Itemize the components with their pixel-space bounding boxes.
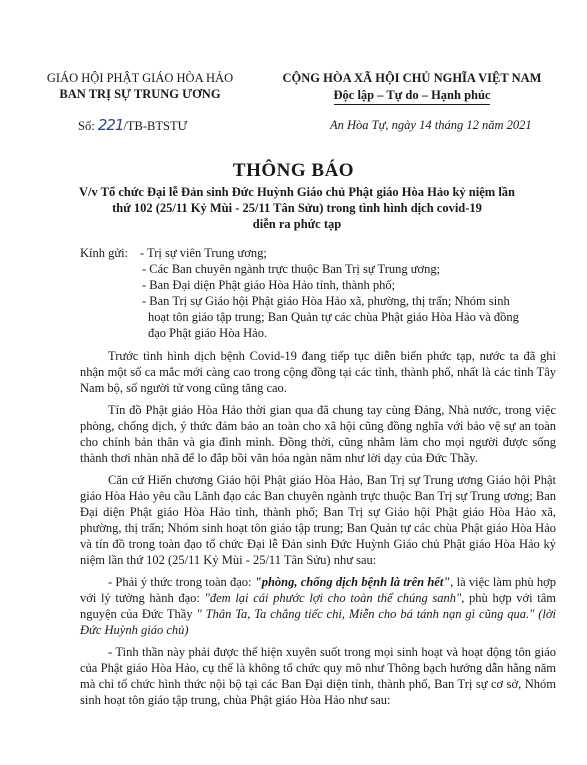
recipient-item: - Ban Trị sự Giáo hội Phật giáo Hòa Hảo xã, phường, thị trấn; Nhóm sinh (142, 294, 510, 308)
doc-number-suffix: /TB-BTSTƯ (123, 119, 188, 133)
subject-line: diễn ra phức tạp (252, 217, 342, 231)
place-and-date: An Hòa Tự, ngày 14 tháng 12 năm 2021 (330, 118, 532, 132)
national-heading (262, 70, 562, 105)
org-line-1: GIÁO HỘI PHẬT GIÁO HÒA HẢO (46, 71, 234, 85)
document-title: THÔNG BÁO (232, 160, 355, 181)
text-run: , phù hợp với tâm nguyện của Đức Thầy (80, 591, 557, 621)
text-run: - Phải ý thức trong toàn đạo: (108, 575, 255, 589)
recipient-item: - Ban Đại diện Phật giáo Hòa Hảo tỉnh, thành phố; (142, 278, 396, 292)
subject-line: thứ 102 (25/11 Kỷ Mùi - 25/11 Tân Sửu) trong tình hình dịch covid-19 (112, 201, 482, 215)
quote-bold: "phòng, chống dịch bệnh là trên hết" (254, 575, 451, 589)
recipients-block (80, 245, 540, 341)
recipients-label: Kính gửi: (80, 246, 129, 260)
document-body (80, 348, 556, 714)
recipient-item: - Trị sự viên Trung ương; (140, 246, 267, 260)
body-paragraph: Căn cứ Hiến chương Giáo hội Phật giáo Hòa Hảo, Ban Trị sự Trung ương Giáo hội Phật giáo Hòa Hảo yêu cầu Lãnh đạo các Ban chuyên ngành trực thuộc Ban Trị sự Trung ương; Ban Đại diện Phật giáo Hòa Hảo tỉnh, thành phố; Ban Trị sự Giáo hội Phật giáo Hòa Hảo xã, phường, thị trấn; Nhóm sinh hoạt tôn giáo tập trung; Ban Quản tự các chùa Phật giáo Hòa Hảo và tín đồ trong toàn đạo tổ chức Đại lễ Đản sinh Đức Huỳnh Giáo chủ Phật giáo Hòa Hảo kỷ niệm lần thứ 102 (25/11 Kỷ Mùi - 25/11 Tân Sửu) như sau: (80, 473, 556, 567)
doc-number-prefix: Số: (78, 119, 98, 133)
doc-number-handwritten: 221 (97, 116, 124, 134)
body-paragraph: Tín đồ Phật giáo Hòa Hảo thời gian qua đã chung tay cùng Đảng, Nhà nước, trong việc phòng, chống dịch, ý thức đảm bảo an toàn cho xã hội cũng đồng nghĩa với bảo vệ sự an toàn cho chính bản thân và gia đình mình. Đồng thời, cũng nhằm làm cho mọi người được sống thành thơi nhàn nhã để lo đắp bồi văn hóa ngàn năm như lời dạy của Đức Thầy. (80, 403, 556, 465)
recipient-item: - Các Ban chuyên ngành trực thuộc Ban Trị sự Trung ương; (142, 262, 441, 276)
quote-italic: " Thân Ta, Ta chẳng tiếc chi, Miễn cho bá tánh nạn gì cũng qua." (lời Đức Huỳnh giáo chủ) (80, 607, 556, 637)
body-paragraph: - Tinh thần này phải được thể hiện xuyên suốt trong mọi sinh hoạt và hoạt động tôn giáo của Phật giáo Hòa Hảo, cụ thể là không tổ chức quy mô như Thông bạch hướng dẫn hằng năm mà chỉ tổ chức hình thức nội bộ tại các Ban Đại diện tỉnh, thành phố, Ban Trị sự cơ sở, Nhóm sinh hoạt tôn giáo tập trung, chùa Phật giáo Hòa Hảo như sau: (80, 645, 556, 707)
national-title: CỘNG HÒA XÃ HỘI CHỦ NGHĨA VIỆT NAM (282, 71, 542, 85)
body-paragraph: Trước tình hình dịch bệnh Covid-19 đang tiếp tục diễn biến phức tạp, nước ta đã ghi nhận một số ca mắc mới càng cao trong cộng đồng tại các tỉnh, thành phố, nhất là các tỉnh Tây Nam bộ, số người tử vong cũng tăng cao. (80, 349, 556, 395)
org-line-2: BAN TRỊ SỰ TRUNG ƯƠNG (59, 87, 221, 101)
national-motto: Độc lập – Tự do – Hạnh phúc (334, 87, 491, 105)
quote-italic: "đem lại cái phước lợi cho toàn thể chúng sanh" (204, 591, 462, 605)
recipient-item-continued: hoạt tôn giáo tập trung; Ban Quản tự các chùa Phật giáo Hòa Hảo và đồng (148, 310, 519, 324)
text-run: , là việc làm phù hợp với lý tưởng hành đạo: (80, 575, 556, 605)
recipient-first-line (80, 245, 540, 261)
body-paragraph-quote (80, 574, 556, 638)
recipient-item-continued: đạo Phật giáo Hòa Hảo. (148, 326, 268, 340)
document-subject (62, 184, 532, 232)
issuing-organization (30, 70, 250, 102)
document-number (78, 116, 187, 134)
subject-line: V/v Tổ chức Đại lễ Đản sinh Đức Huỳnh Giáo chủ Phật giáo Hòa Hảo kỷ niệm lần (78, 185, 515, 199)
